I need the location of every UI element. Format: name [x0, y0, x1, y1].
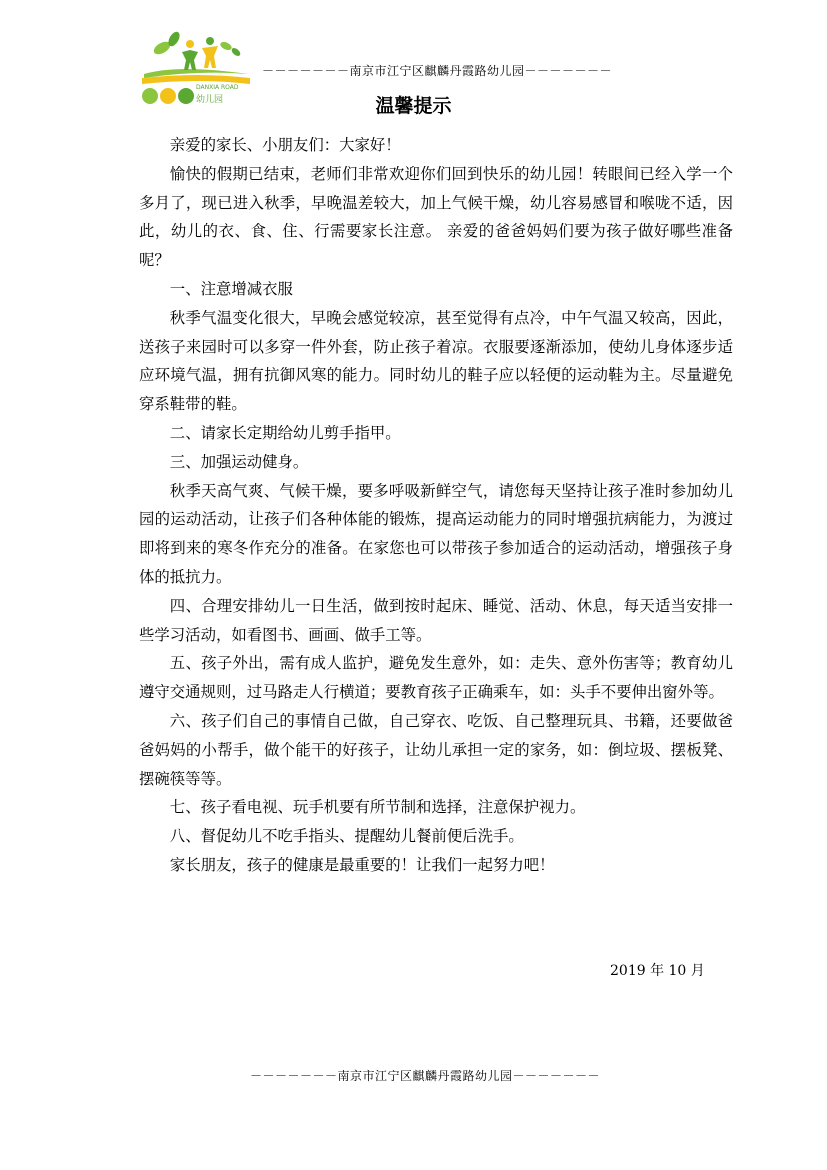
svg-text:幼儿园: 幼儿园: [196, 95, 224, 105]
section-heading: 三、加强运动健身。: [169, 452, 309, 471]
page-title: 温馨提示: [375, 95, 452, 117]
logo-text: DANXIA ROAD: [196, 84, 239, 91]
letter-body: [139, 131, 733, 880]
closing: 家长朋友，孩子的健康是最重要的！让我们一起努力吧！: [169, 855, 555, 874]
footer-line: －－－－－－－南京市江宁区麒麟丹霞路幼儿园－－－－－－－: [250, 1069, 601, 1083]
date: 2019 年 10 月: [610, 963, 705, 979]
paragraph: 五、孩子外出，需有成人监护，避免发生意外，如：走失、意外伤害等；教育幼儿遵守交通规则，过马路走人行横道；要教育孩子正确乘车，如：头手不要伸出窗外等。: [139, 654, 733, 702]
paragraph: 七、孩子看电视、玩手机要有所节制和选择，注意保护视力。: [169, 798, 586, 817]
section-heading: 二、请家长定期给幼儿剪手指甲。: [169, 423, 401, 442]
header-line: －－－－－－－南京市江宁区麒麟丹霞路幼儿园－－－－－－－: [262, 64, 613, 78]
paragraph: 秋季气温变化很大，早晚会感觉较凉，甚至觉得有点冷，中午气温又较高，因此，送孩子来园时可以多穿一件外套，防止孩子着凉。衣服要逐渐添加，使幼儿身体逐步适应环境气温，拥有抗御风寒的能力。同时幼儿的鞋子应以轻便的运动鞋为主。尽量避免穿系鞋带的鞋。: [139, 308, 733, 414]
paragraph: 六、孩子们自己的事情自己做，自己穿衣、吃饭、自己整理玩具、书籍，还要做爸爸妈妈的小帮手，做个能干的好孩子，让幼儿承担一定的家务，如：倒垃圾、摆板凳、摆碗筷等等。: [139, 711, 733, 788]
paragraph: 秋季天高气爽、气候干燥，要多呼吸新鲜空气，请您每天坚持让孩子准时参加幼儿园的运动活动，让孩子们各种体能的锻炼，提高运动能力的同时增强抗病能力，为渡过即将到来的寒冬作充分的准备。在家您也可以带孩子参加适合的运动活动，增强孩子身体的抵抗力。: [139, 481, 733, 586]
paragraph: 四、合理安排幼儿一日生活，做到按时起床、睡觉、活动、休息，每天适当安排一些学习活动，如看图书、画画、做手工等。: [139, 596, 733, 644]
paragraph: 八、督促幼儿不吃手指头、提醒幼儿餐前便后洗手。: [169, 827, 524, 846]
paragraph: 愉快的假期已结束，老师们非常欢迎你们回到快乐的幼儿园！转眼间已经入学一个多月了，现已进入秋季，早晚温差较大，加上气候干燥，幼儿容易感冒和喉咙不适，因此，幼儿的衣、食、住、行需要家长注意。 亲爱的爸爸妈妈们要为孩子做好哪些准备呢？: [139, 164, 733, 270]
section-heading: 一、注意增减衣服: [169, 279, 293, 298]
greeting: 亲爱的家长、小朋友们：大家好！: [169, 136, 401, 154]
